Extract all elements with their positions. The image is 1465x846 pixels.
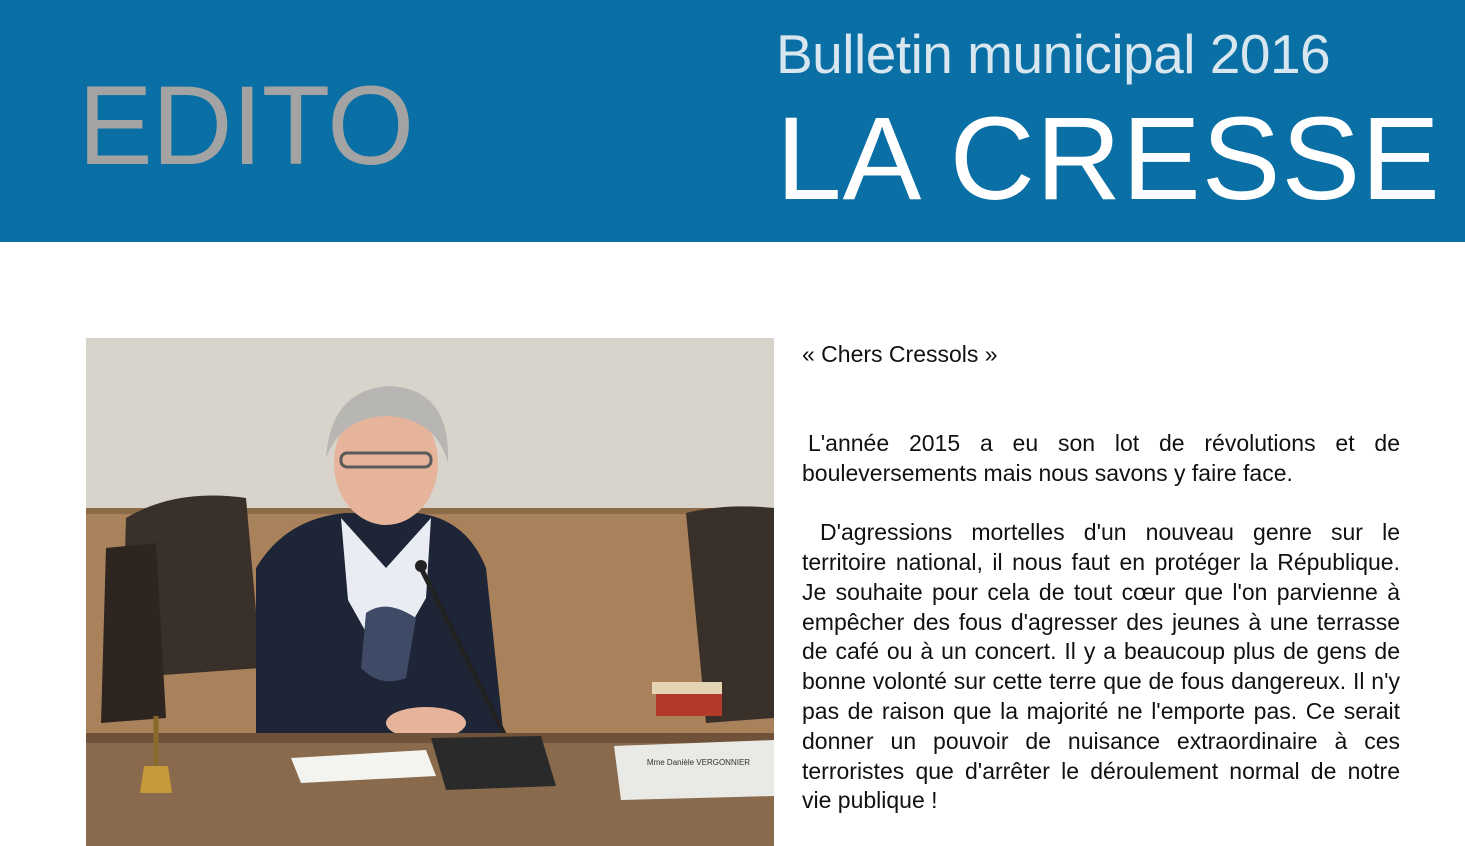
section-title: EDITO (78, 63, 414, 188)
bulletin-title: Bulletin municipal 2016 (776, 23, 1331, 85)
header-banner (0, 0, 1465, 242)
paragraph-1: L'année 2015 a eu son lot de révolutions et de bouleversements mais nous savons y faire face. (802, 429, 1400, 486)
nameplate-text: Mme Danièle VERGONNIER (646, 758, 751, 767)
town-title: LA CRESSE (776, 93, 1441, 225)
edito-article (802, 340, 1400, 846)
greeting: « Chers Cressols » (802, 341, 998, 367)
mayor-photo (86, 338, 774, 846)
paragraph-2: D'agressions mortelles d'un nouveau genre sur le territoire national, il nous faut en protéger la République. Je souhaite pour cela de tout cœur que l'on parvienne à empêcher des fous d'agresser des jeunes à une terrasse de café ou à un concert. Il y a beaucoup plus de gens de bonne volonté sur cette terre que de fous dangereux. Il n'y pas de raison que la majorité ne l'emporte pas. Ce serait donner un pouvoir de nuisance extraordinaire à ces terroristes que d'arrêter le déroulement normal de notre vie publique ! (802, 519, 1400, 814)
